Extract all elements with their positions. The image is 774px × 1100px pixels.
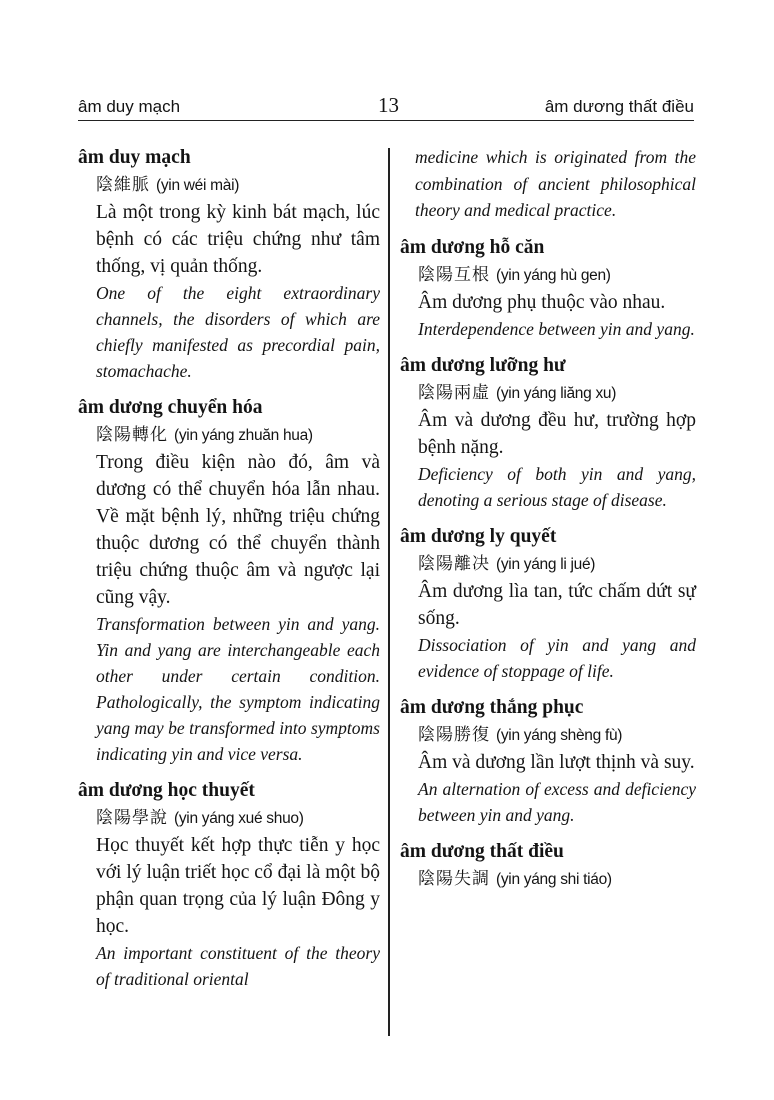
entry-hanzi: 陰維脈 bbox=[96, 175, 150, 195]
column-divider bbox=[388, 148, 390, 1036]
dictionary-entry bbox=[400, 234, 696, 342]
entry-english-definition: Deficiency of both yin and yang, denoting a serious stage of disease. bbox=[418, 463, 696, 510]
dictionary-entry bbox=[78, 394, 380, 767]
entry-vietnamese-definition: Âm và dương đều hư, trường hợp bệnh nặng. bbox=[418, 409, 696, 458]
dictionary-entry bbox=[78, 777, 380, 992]
entry-hanzi: 陰陽失調 bbox=[418, 868, 490, 889]
entry-chinese bbox=[418, 722, 696, 749]
entry-headword: âm dương ly quyết bbox=[400, 525, 557, 547]
entry-english-definition: An important constituent of the theory of traditional oriental bbox=[96, 943, 380, 989]
entry-vietnamese-definition: Âm dương phụ thuộc vào nhau. bbox=[418, 291, 666, 313]
entry-headword: âm dương thắng phục bbox=[400, 696, 584, 718]
dictionary-entry bbox=[400, 694, 696, 828]
entry-english-definition: Transformation between yin and yang. Yin and yang are interchangeable each other under certain condition. Pathologically, the symptom indicating yang may be transformed into symptoms indicating yin and vice versa. bbox=[96, 614, 380, 764]
dictionary-entry bbox=[400, 838, 696, 893]
dictionary-entry bbox=[400, 523, 696, 684]
entry-english-definition: One of the eight extraordinary channels, the disorders of which are chiefly manifested as precordial pain, stomachache. bbox=[96, 283, 380, 381]
entry-chinese bbox=[418, 380, 696, 407]
entry-headword: âm duy mạch bbox=[78, 147, 191, 168]
entry-vietnamese-definition: Học thuyết kết hợp thực tiễn y học với lý luận triết học cổ đại là một bộ phận quan trọng của lý luận Đông y học. bbox=[96, 835, 380, 937]
header-left-guide-word: âm duy mạch bbox=[78, 97, 181, 116]
page-number: 13 bbox=[378, 93, 399, 117]
entry-pinyin: (yin yáng xué shuo) bbox=[174, 810, 304, 827]
entry-headword: âm dương học thuyết bbox=[78, 780, 255, 801]
entry-headword: âm dương thất điều bbox=[400, 840, 564, 862]
entry-english-definition: Interdependence between yin and yang. bbox=[418, 318, 695, 339]
entry-vietnamese-definition: Âm và dương lần lượt thịnh và suy. bbox=[418, 751, 695, 773]
entry-pinyin: (yin yáng li jué) bbox=[496, 555, 596, 573]
entry-english-definition: An alternation of excess and deficiency between yin and yang. bbox=[418, 778, 696, 825]
entry-headword: âm dương chuyển hóa bbox=[78, 397, 263, 418]
entry-headword: âm dương hỗ căn bbox=[400, 236, 545, 258]
entry-chinese bbox=[418, 866, 696, 893]
entry-hanzi: 陰陽學說 bbox=[96, 808, 168, 828]
entry-vietnamese-definition: Là một trong kỳ kinh bát mạch, lúc bệnh có các triệu chứng như tâm thống, vị quản thống. bbox=[96, 202, 380, 277]
entry-chinese bbox=[96, 805, 380, 832]
entry-hanzi: 陰陽互根 bbox=[418, 264, 490, 285]
entry-vietnamese-definition: Trong điều kiện nào đó, âm và dương có thể chuyển hóa lẫn nhau. Về mặt bệnh lý, những triệu chứng thuộc dương có thể chuyển thành triệu chứng thuộc âm và ngược lại cũng vậy. bbox=[96, 452, 380, 608]
entry-headword: âm dương lưỡng hư bbox=[400, 354, 566, 376]
entry-pinyin: (yin yáng shèng fù) bbox=[496, 726, 623, 744]
entry-pinyin: (yin wéi mài) bbox=[156, 177, 240, 194]
entry-hanzi: 陰陽兩虛 bbox=[418, 382, 490, 403]
entry-hanzi: 陰陽轉化 bbox=[96, 425, 168, 445]
entry-hanzi: 陰陽勝復 bbox=[418, 724, 490, 745]
entry-chinese bbox=[418, 262, 696, 289]
entry-pinyin: (yin yáng zhuăn hua) bbox=[174, 427, 313, 444]
entry-vietnamese-definition: Âm dương lìa tan, tức chấm dứt sự sống. bbox=[418, 580, 696, 629]
entry-continuation bbox=[400, 144, 696, 224]
entry-chinese bbox=[418, 551, 696, 578]
entry-pinyin: (yin yáng hù gen) bbox=[496, 266, 611, 284]
entry-pinyin: (yin yáng liăng xu) bbox=[496, 384, 617, 402]
entry-english-definition: Dissociation of yin and yang and evidence of stoppage of life. bbox=[418, 634, 696, 681]
entry-pinyin: (yin yáng shi tiáo) bbox=[496, 870, 612, 888]
header-right-guide-word: âm dương thất điều bbox=[544, 97, 694, 116]
left-column bbox=[78, 144, 380, 1002]
continued-english-definition: medicine which is originated from the combination of ancient philosophical theory and medical practice. bbox=[415, 147, 696, 220]
running-header bbox=[78, 90, 694, 121]
right-column bbox=[400, 144, 696, 903]
dictionary-entry bbox=[78, 144, 380, 384]
dictionary-entry bbox=[400, 352, 696, 513]
entry-chinese bbox=[96, 172, 380, 199]
entry-chinese bbox=[96, 422, 380, 449]
entry-hanzi: 陰陽離决 bbox=[418, 553, 490, 574]
